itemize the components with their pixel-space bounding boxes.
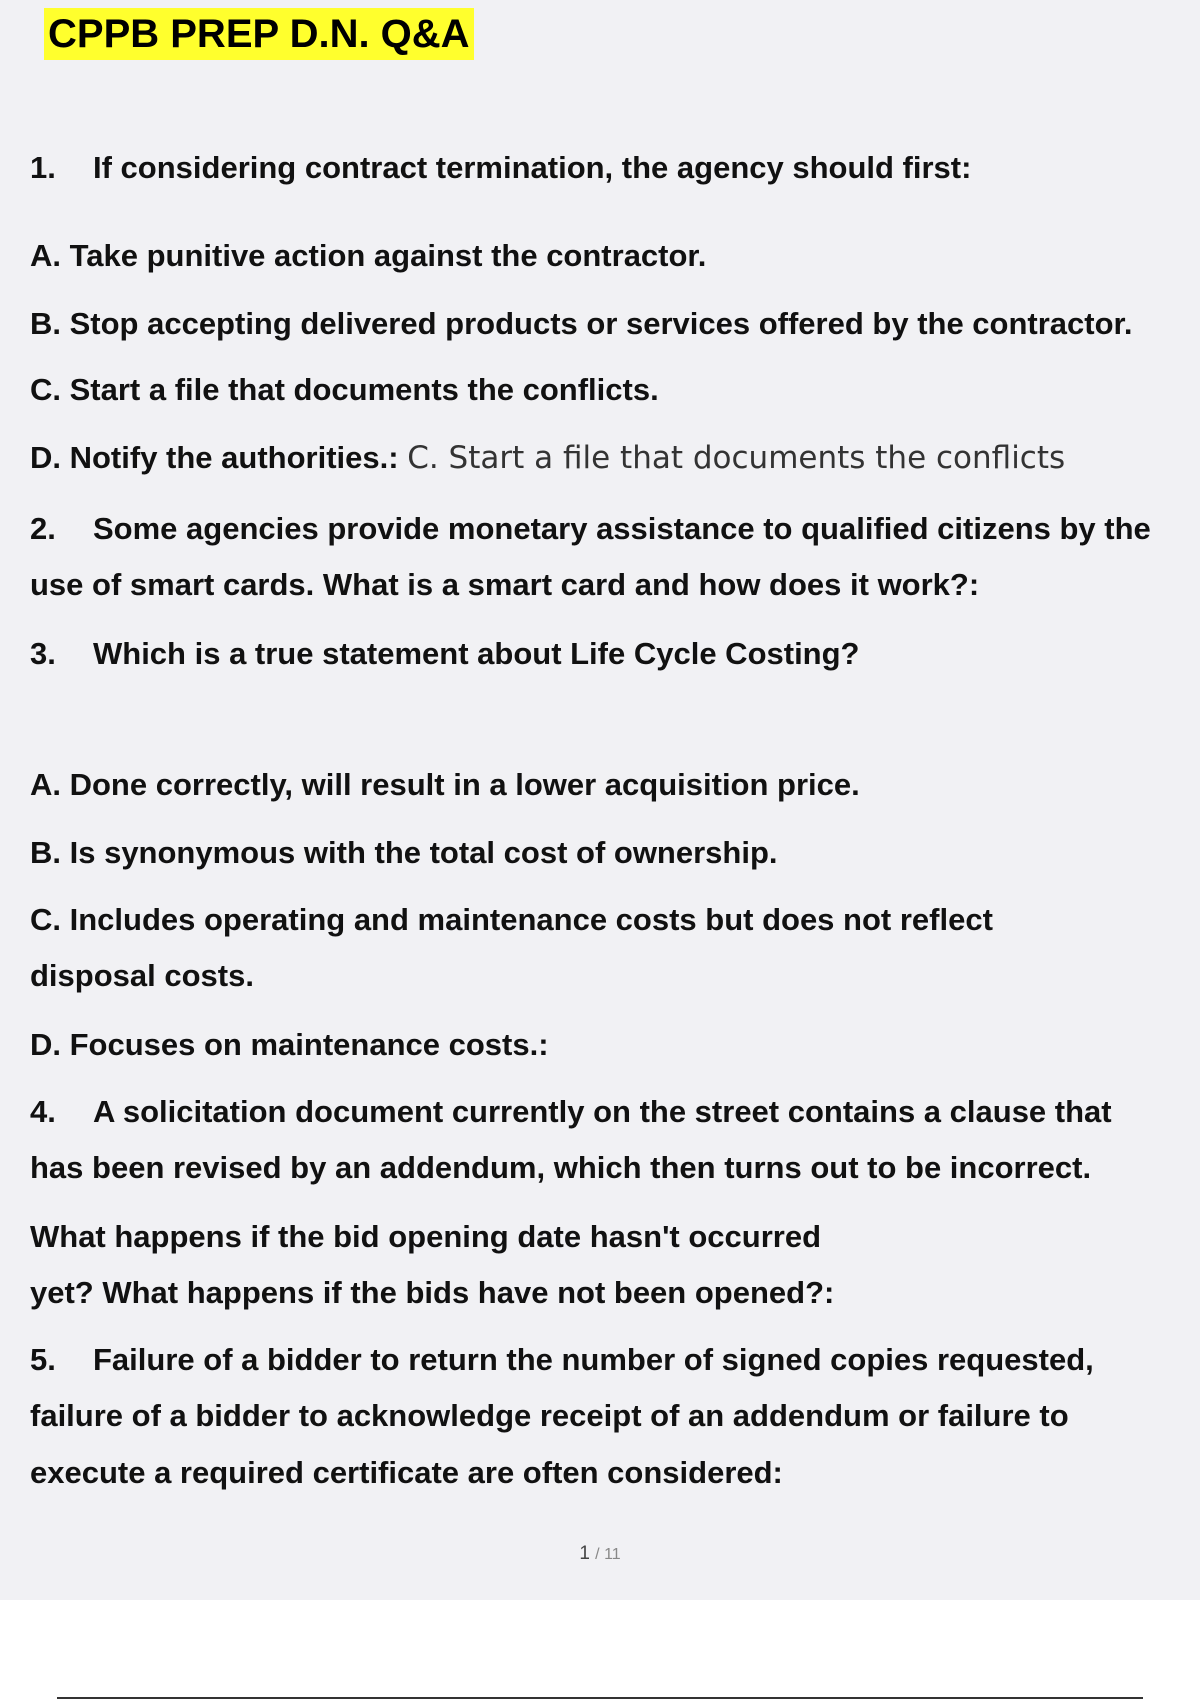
q1-option-d [30, 438, 1065, 478]
question-text: Which is a true statement about Life Cycle Costing? [93, 636, 860, 671]
q1-option-a: A. Take punitive action against the contractor. [30, 238, 707, 273]
q2-line-2: use of smart cards. What is a smart card and how does it work?: [30, 567, 980, 602]
question-text: If considering contract termination, the agency should first: [93, 150, 972, 185]
q4-line-4: yet? What happens if the bids have not been opened?: [30, 1275, 835, 1310]
page-number [0, 1543, 1200, 1565]
question-number: 4. [30, 1094, 56, 1129]
question-number: 1. [30, 150, 56, 185]
question-number: 3. [30, 636, 56, 671]
question-5 [30, 1340, 1094, 1380]
q3-option-a: A. Done correctly, will result in a lower acquisition price. [30, 767, 860, 802]
q1-option-c: C. Start a file that documents the conflicts. [30, 372, 659, 407]
horizontal-divider [57, 1697, 1143, 1699]
q1-option-b: B. Stop accepting delivered products or services offered by the contractor. [30, 306, 1133, 341]
question-3 [30, 634, 860, 674]
question-text-line-1: A solicitation document currently on the street contains a clause that [93, 1094, 1112, 1129]
q1-answer: C. Start a file that documents the conflicts [407, 440, 1066, 476]
option-d-text: D. Notify the authorities.: [30, 440, 399, 475]
question-2 [30, 509, 1151, 549]
q3-option-d: D. Focuses on maintenance costs.: [30, 1027, 549, 1062]
question-number: 5. [30, 1342, 56, 1377]
q5-line-2: failure of a bidder to acknowledge receipt of an addendum or failure to [30, 1398, 1069, 1433]
q4-line-3: What happens if the bid opening date hasn't occurred [30, 1219, 822, 1254]
q3-option-b: B. Is synonymous with the total cost of ownership. [30, 835, 778, 870]
question-number: 2. [30, 511, 56, 546]
q3-option-c-line-1: C. Includes operating and maintenance costs but does not reflect [30, 902, 993, 937]
question-text-line-1: Failure of a bidder to return the number of signed copies requested, [93, 1342, 1094, 1377]
q3-option-c-line-2: disposal costs. [30, 958, 254, 993]
q4-line-2: has been revised by an addendum, which then turns out to be incorrect. [30, 1150, 1092, 1185]
question-text-line-1: Some agencies provide monetary assistance to qualified citizens by the [93, 511, 1151, 546]
q5-line-3: execute a required certificate are often considered: [30, 1455, 783, 1490]
page-current: 1 [579, 1543, 590, 1564]
page-total: / 11 [595, 1546, 621, 1563]
question-1 [30, 148, 971, 188]
document-title: CPPB PREP D.N. Q&A [44, 8, 474, 60]
question-4 [30, 1092, 1112, 1132]
